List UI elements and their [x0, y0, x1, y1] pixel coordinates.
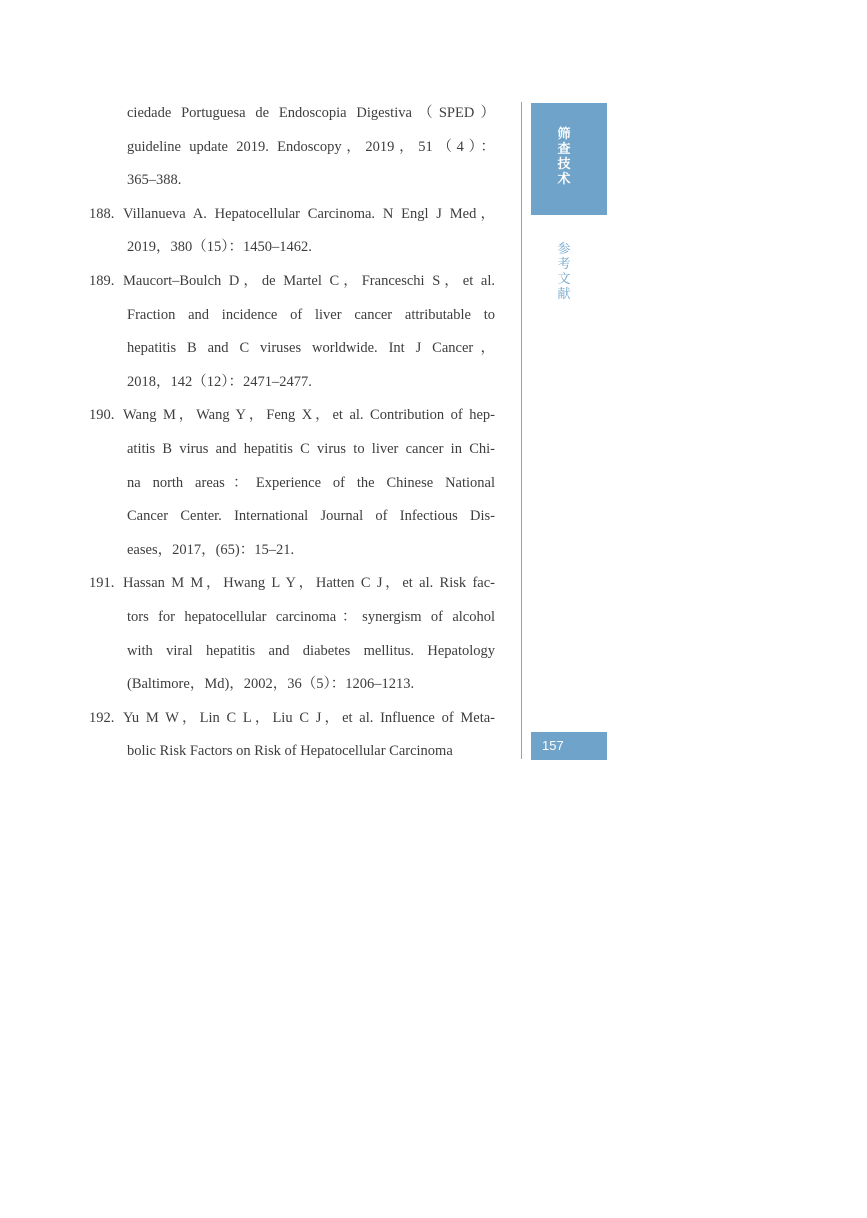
reference-line: 365–388. [127, 172, 182, 189]
reference-line: Fraction and incidence of liver cancer attributable to [127, 306, 495, 323]
reference-line: Yu M W，Lin C L，Liu C J，et al. Influence of Meta- [123, 709, 495, 726]
reference-line: with viral hepatitis and diabetes mellitus. Hepatology [127, 642, 495, 659]
section-tab-label: 筛查技术 [557, 127, 571, 187]
subsection-tab-label: 参考文献 [557, 242, 571, 302]
reference-line: (Baltimore，Md)，2002，36（5）：1206–1213. [127, 676, 415, 693]
reference-number: 188. [89, 205, 115, 222]
reference-number: 189. [89, 273, 115, 289]
reference-number: 190. [89, 407, 115, 424]
reference-line: ciedade Portuguesa de Endoscopia Digestiva（SPED） [127, 105, 495, 121]
reference-line: Maucort–Boulch D，de Martel C，Franceschi S，et al. [123, 273, 495, 289]
reference-line: Cancer Center. International Journal of Infectious Dis- [127, 508, 495, 525]
reference-number: 191. [89, 575, 115, 592]
reference-line: 2018，142（12）：2471–2477. [127, 373, 312, 390]
reference-line: na north areas：Experience of the Chinese National [127, 474, 495, 491]
reference-line: guideline update 2019. Endoscopy，2019，51（4）： [127, 138, 495, 155]
reference-number: 192. [89, 709, 115, 726]
reference-line: Hassan M M，Hwang L Y，Hatten C J，et al. Risk fac- [123, 575, 495, 592]
reference-line: Wang M，Wang Y，Feng X，et al. Contribution of hep- [123, 407, 495, 424]
reference-line: hepatitis B and C viruses worldwide. Int J Cancer， [127, 340, 495, 357]
reference-line: atitis B virus and hepatitis C virus to liver cancer in Chi- [127, 441, 495, 457]
reference-line: bolic Risk Factors on Risk of Hepatocellular Carcinoma [127, 743, 453, 760]
reference-line: 2019，380（15）：1450–1462. [127, 239, 312, 256]
reference-line: tors for hepatocellular carcinoma：synergism of alcohol [127, 609, 495, 625]
margin-rule [521, 102, 522, 759]
reference-line: Villanueva A. Hepatocellular Carcinoma. N Engl J Med， [123, 205, 495, 222]
reference-line: eases，2017，(65)：15–21. [127, 541, 295, 558]
page-number: 157 [542, 738, 564, 753]
